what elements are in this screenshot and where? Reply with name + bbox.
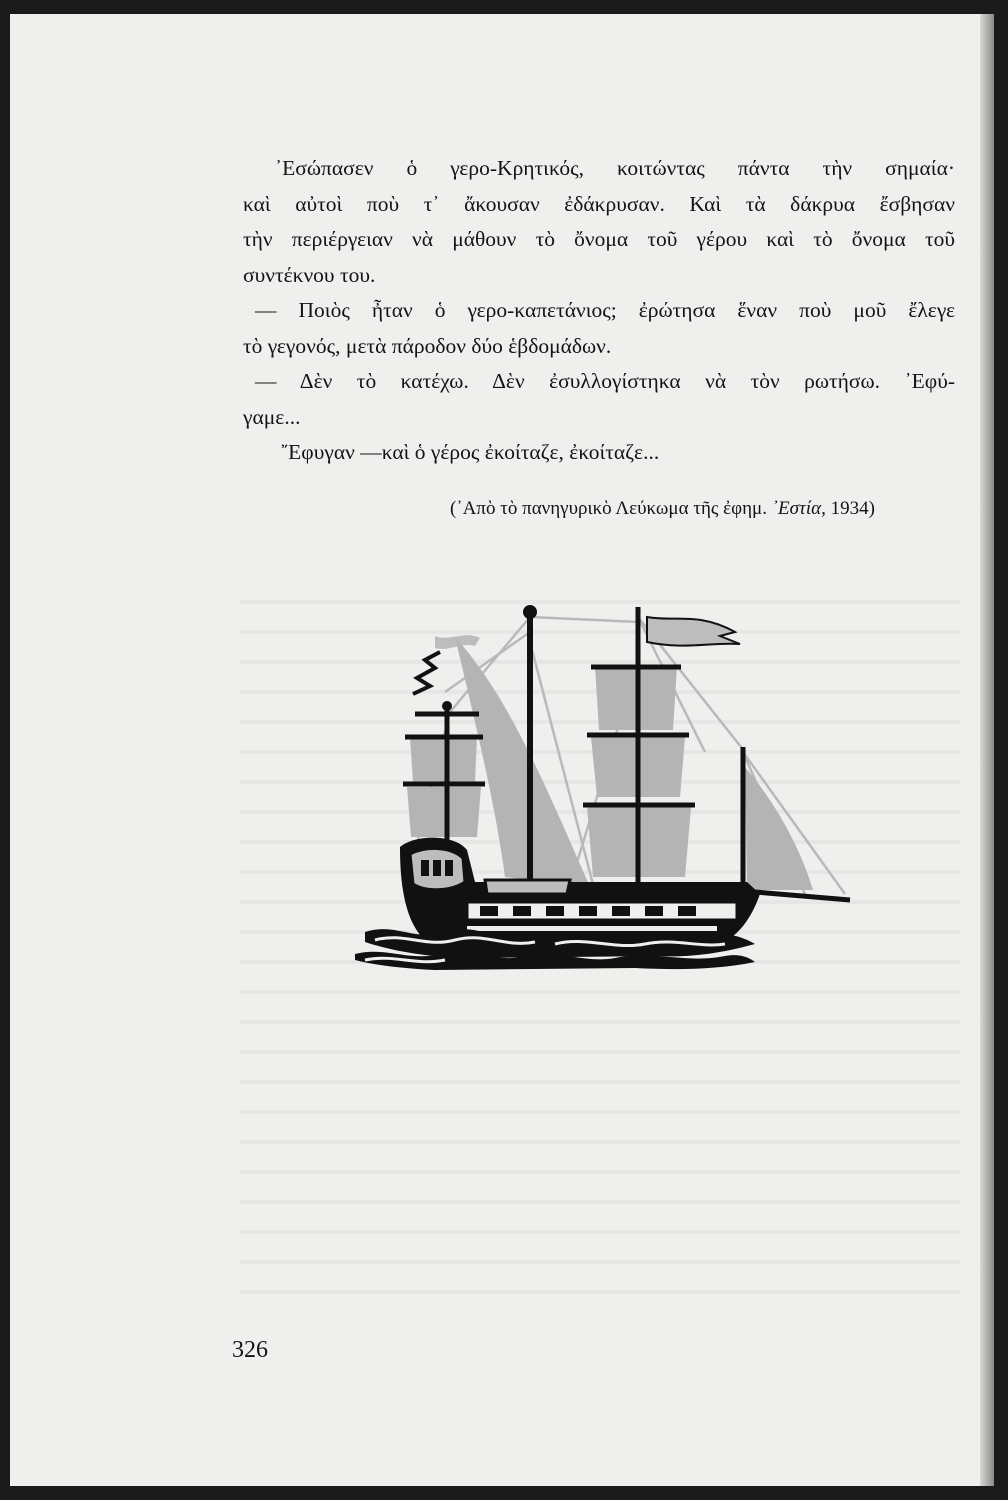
text-line: — Ποιὸς ἦταν ὁ γερο-καπετάνιος; ἐρώτησα ἕναν ποὺ μοῦ ἔλεγε	[255, 298, 955, 322]
text-line: ῎Εφυγαν —καὶ ὁ γέρος ἐκοίταζε, ἐκοίταζε...	[281, 440, 660, 464]
paragraph-4	[243, 435, 955, 471]
text-line: — Δὲν τὸ κατέχω. Δὲν ἐσυλλογίστηκα νὰ τὸν ρωτήσω. ᾿Εφύ-	[255, 369, 955, 393]
text-line: τὸ γεγονός, μετὰ πάροδον δύο ἑβδομάδων.	[243, 333, 612, 358]
text-line: καὶ αὐτοὶ ποὺ τ᾿ ἄκουσαν ἐδάκρυσαν. Καὶ τὰ δάκρυα ἔσβησαν	[243, 191, 955, 216]
source-suffix: 1934)	[825, 498, 875, 519]
sailing-ship-icon	[355, 602, 855, 972]
text-line: συντέκνου του.	[243, 262, 376, 287]
text-line: τὴν περιέργειαν νὰ μάθουν τὸ ὄνομα τοῦ γέρου καὶ τὸ ὄνομα τοῦ	[243, 227, 955, 251]
text-line: ᾿Εσώπασεν ὁ γερο-Κρητικός, κοιτώντας πάντα τὴν σημαία·	[275, 156, 955, 180]
page-number: 326	[232, 1337, 268, 1363]
source-prefix: (᾿Απὸ τὸ πανηγυρικὸ Λεύκωμα τῆς ἐφημ.	[450, 498, 772, 519]
main-text	[243, 151, 955, 471]
text-line: γαμε...	[243, 404, 301, 429]
source-citation	[450, 498, 875, 520]
paragraph-2	[243, 293, 955, 364]
book-page	[10, 14, 994, 1486]
page-edge-shadow	[980, 14, 994, 1486]
paragraph-3	[243, 364, 955, 435]
paragraph-1	[243, 151, 955, 293]
source-journal: ᾿Εστία,	[771, 498, 826, 519]
